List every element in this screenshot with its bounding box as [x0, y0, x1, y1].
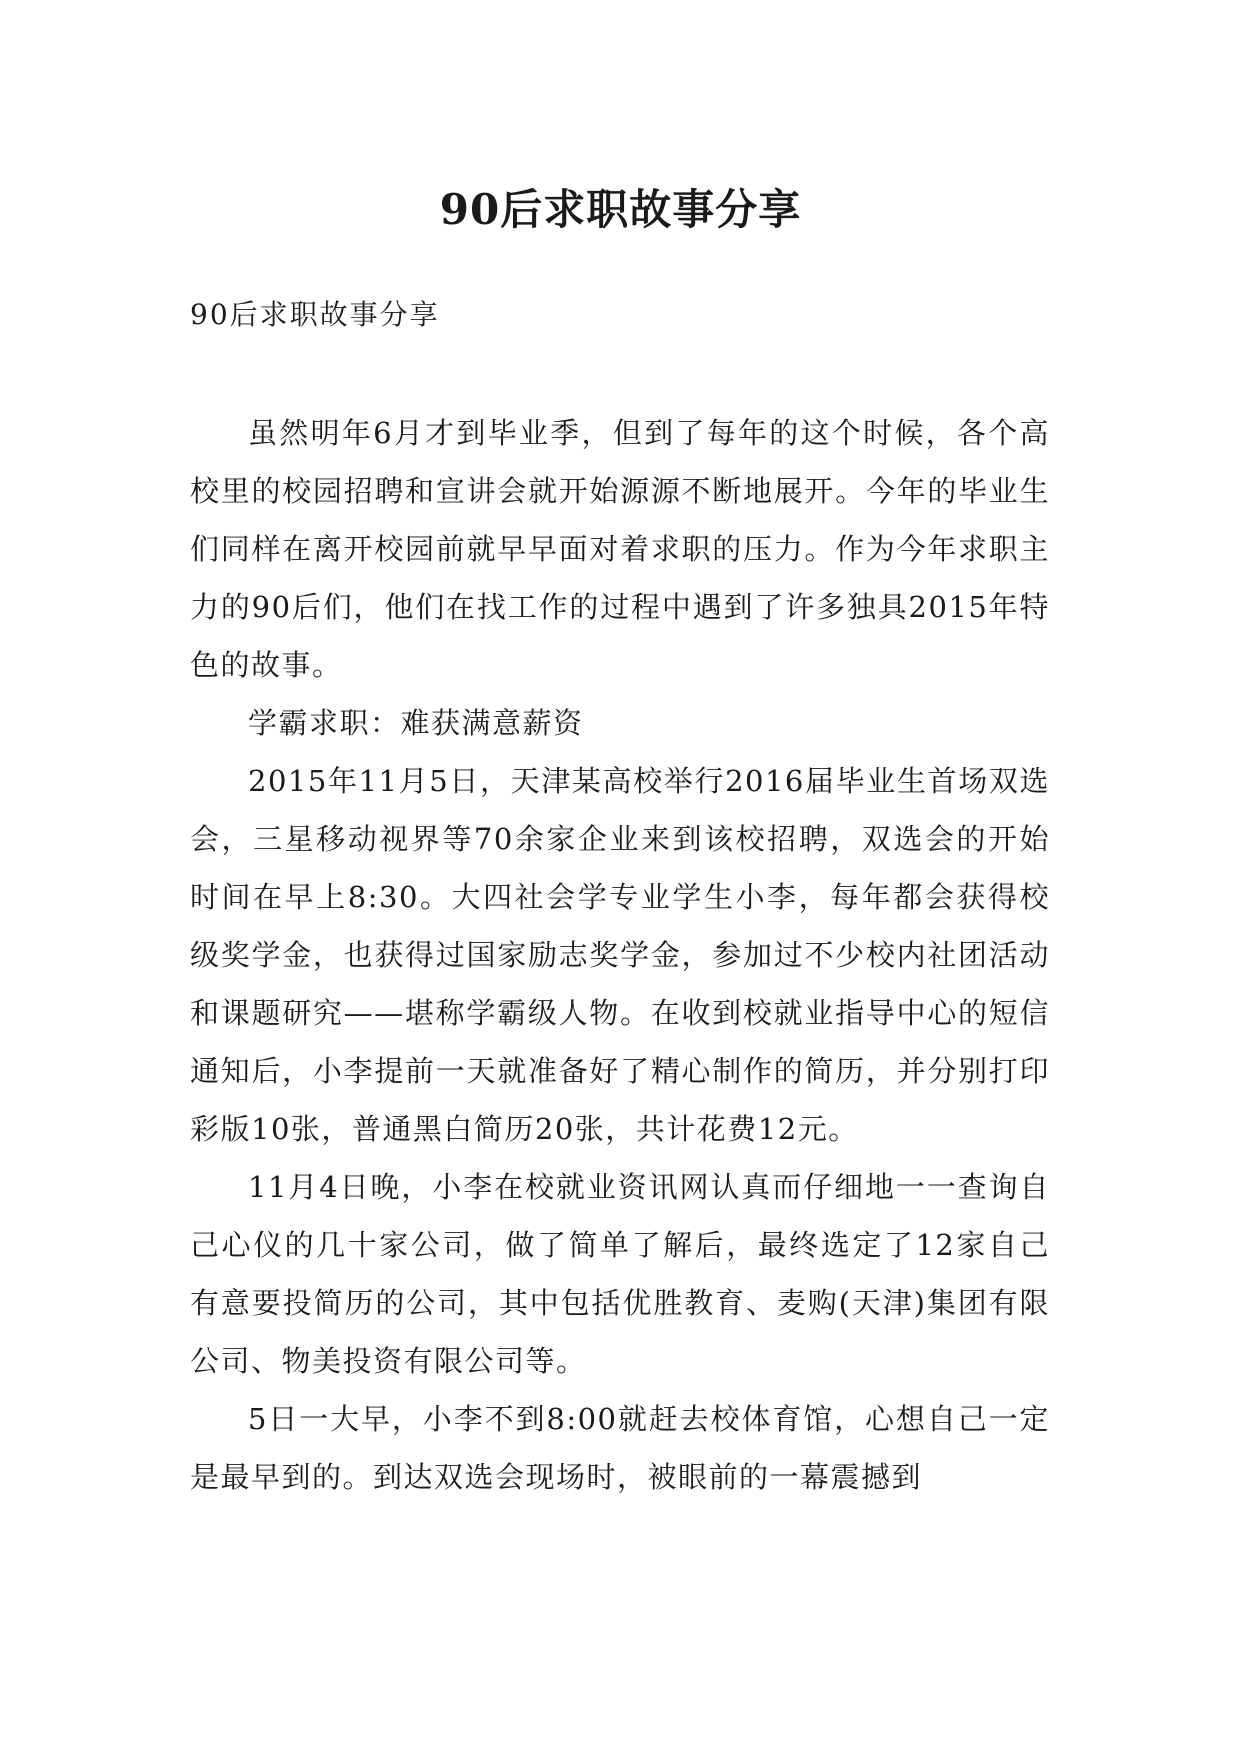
paragraph-job-fair: 2015年11月5日，天津某高校举行2016届毕业生首场双选会，三星移动视界等70余家企业来到该校招聘，双选会的开始时间在早上8:30。大四社会学专业学生小李，每年都会获得校级奖学金，也获得过国家励志奖学金，参加过不少校内社团活动和课题研究——堪称学霸级人物。在收到校就业指导中心的短信通知后，小李提前一天就准备好了精心制作的简历，并分别打印彩版10张，普通黑白简历20张，共计花费12元。	[190, 764, 1050, 1146]
paragraph-arrival: 5日一大早，小李不到8:00就赶去校体育馆，心想自己一定是最早到的。到达双选会现场时，被眼前的一幕震撼到	[190, 1402, 1050, 1494]
section-heading: 学霸求职：难获满意薪资	[248, 706, 584, 740]
document-body	[190, 404, 1050, 1506]
document-subtitle: 90后求职故事分享	[190, 298, 440, 331]
paragraph-preparation: 11月4日晚，小李在校就业资讯网认真而仔细地一一查询自己心仪的几十家公司，做了简单了解后，最终选定了12家自己有意要投简历的公司，其中包括优胜教育、麦购(天津)集团有限公司、物美投资有限公司等。	[190, 1170, 1050, 1378]
paragraph-intro: 虽然明年6月才到毕业季，但到了每年的这个时候，各个高校里的校园招聘和宣讲会就开始源源不断地展开。今年的毕业生们同样在离开校园前就早早面对着求职的压力。作为今年求职主力的90后们，他们在找工作的过程中遇到了许多独具2015年特色的故事。	[190, 416, 1050, 682]
document-title: 90后求职故事分享	[439, 185, 802, 235]
